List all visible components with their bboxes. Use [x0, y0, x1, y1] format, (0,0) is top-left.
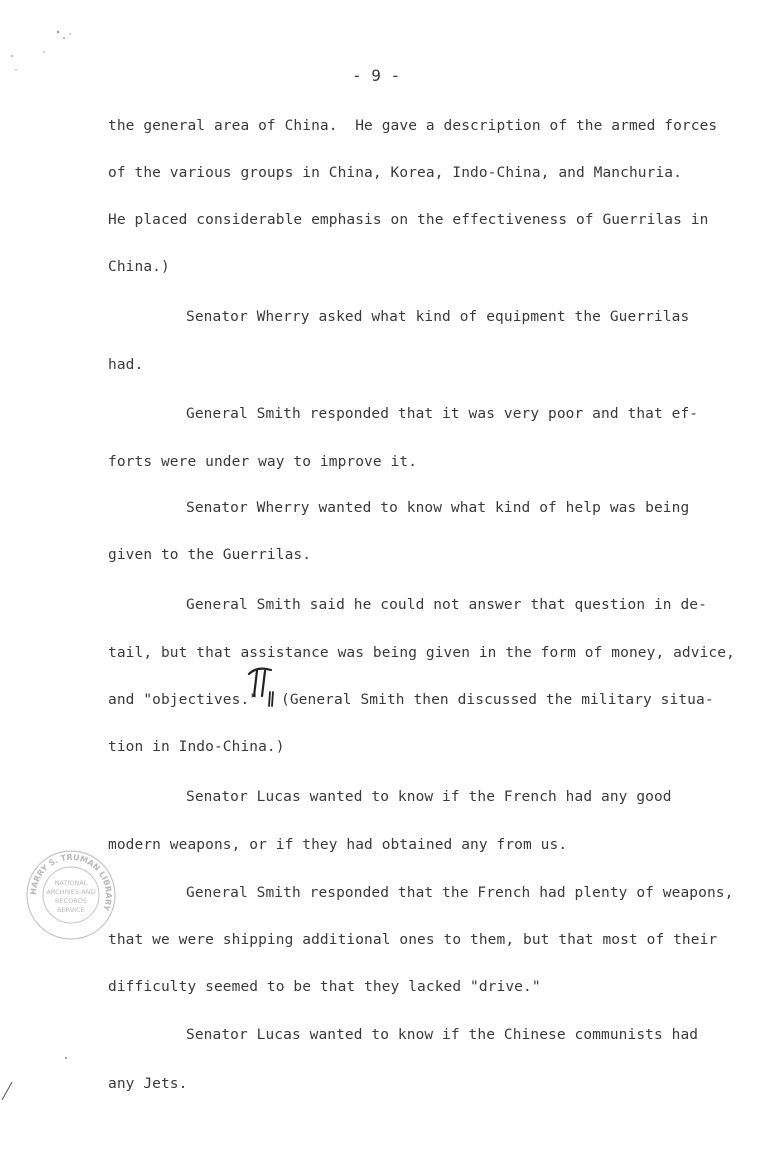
text-line: Senator Lucas wanted to know if the Chinese communists had [186, 1027, 699, 1043]
text-line: of the various groups in China, Korea, Indo-China, and Manchuria. [108, 165, 682, 181]
text-line: and "objectives." [108, 692, 259, 708]
text-line: General Smith responded that it was very poor and that ef- [186, 406, 699, 422]
text-line: Senator Lucas wanted to know if the French had any good [186, 789, 672, 805]
stamp-inner-line: NATIONAL [54, 879, 88, 887]
text-line: given to the Guerrilas. [108, 547, 312, 563]
text-line: tail, but that assistance was being given in the form of money, advice, [108, 645, 735, 661]
archive-stamp [24, 848, 118, 942]
text-line: He placed considerable emphasis on the effectiveness of Guerrilas in [108, 212, 709, 228]
text-line: forts were under way to improve it. [108, 454, 418, 470]
text-line: tion in Indo-China.) [108, 739, 285, 755]
text-line: General Smith said he could not answer that question in de- [186, 597, 707, 613]
text-line: modern weapons, or if they had obtained any from us. [108, 837, 568, 853]
text-line: the general area of China. He gave a description of the armed forces [108, 118, 718, 134]
stamp-outer-text: HARRY S. TRUMAN LIBRARY [28, 852, 114, 913]
text-line: General Smith responded that the French had plenty of weapons, [186, 885, 734, 901]
stamp-inner-line: SERVICE [57, 906, 85, 914]
text-line: difficulty seemed to be that they lacked "drive." [108, 979, 541, 995]
text-line: China.) [108, 259, 170, 275]
handwritten-pilcrow-icon [245, 666, 279, 712]
text-line: (General Smith then discussed the military situa- [281, 692, 714, 708]
text-line: Senator Wherry wanted to know what kind of help was being [186, 500, 690, 516]
text-line: that we were shipping additional ones to them, but that most of their [108, 932, 718, 948]
page-number: - 9 - [352, 66, 401, 85]
text-line: had. [108, 357, 144, 373]
text-line: Senator Wherry asked what kind of equipment the Guerrilas [186, 309, 690, 325]
stamp-inner-line: ARCHIVES AND [46, 888, 96, 896]
text-line: any Jets. [108, 1076, 188, 1092]
stamp-inner-line: RECORDS [55, 897, 87, 905]
